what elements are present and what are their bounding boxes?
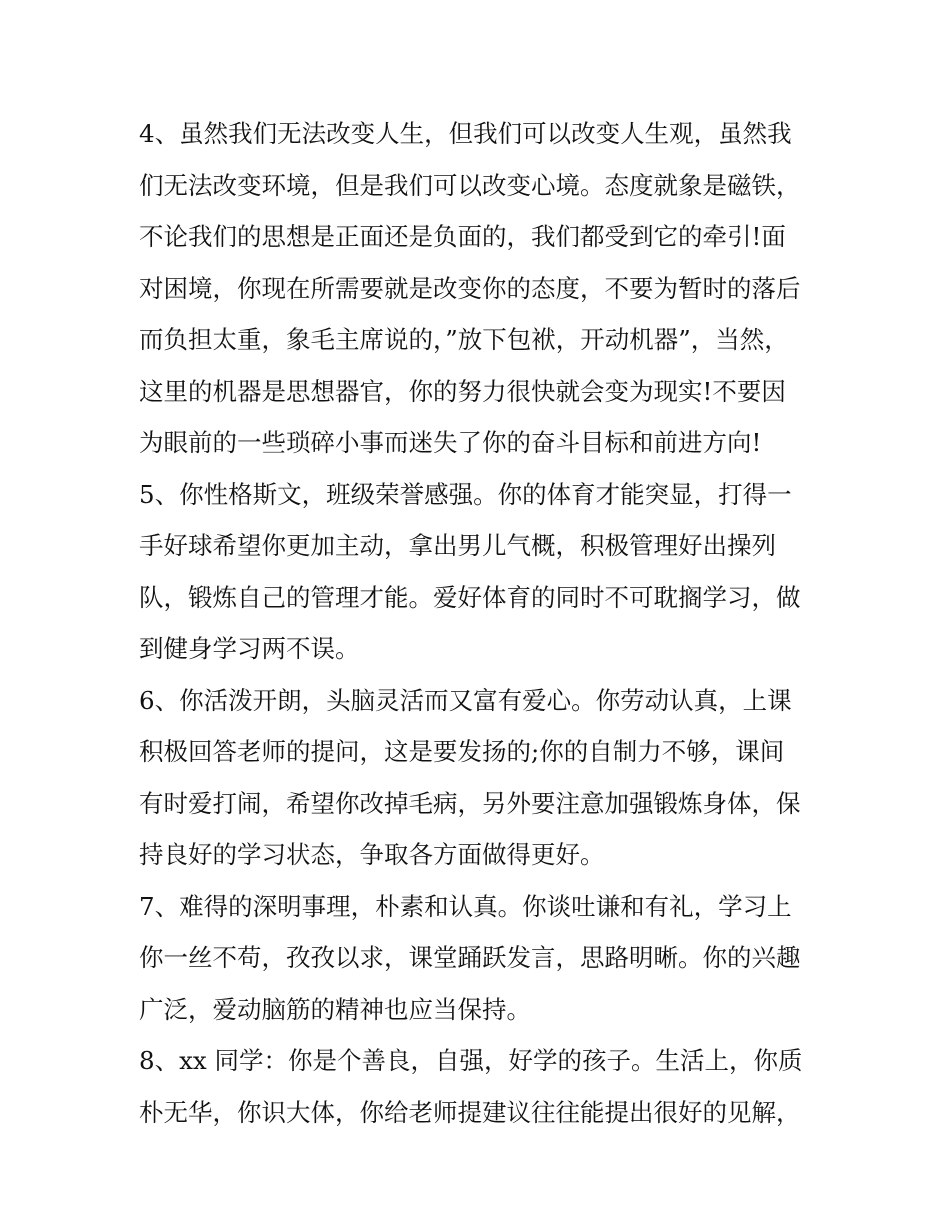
text-line: 有时爱打闹，希望你改掉毛病，另外要注意加强锻炼身体，保 bbox=[139, 788, 801, 818]
text-line: 积极回答老师的提问，这是要发扬的;你的自制力不够，课间 bbox=[139, 737, 785, 766]
text-line: 8、xx 同学：你是个善良，自强，好学的孩子。生活上，你质 bbox=[139, 1046, 803, 1075]
text-line: 们无法改变环境，但是我们可以改变心境。态度就象是磁铁， bbox=[139, 170, 801, 200]
text-line: 为眼前的一些琐碎小事而迷失了你的奋斗目标和前进方向! bbox=[139, 428, 762, 457]
text-line: 7、难得的深明事理，朴素和认真。你谈吐谦和有礼，学习上 bbox=[139, 891, 792, 921]
text-line: 4、虽然我们无法改变人生，但我们可以改变人生观，虽然我 bbox=[139, 119, 792, 148]
text-line: 5、你性格斯文，班级荣誉感强。你的体育才能突显，打得一 bbox=[139, 479, 792, 509]
text-line: 到健身学习两不误。 bbox=[139, 634, 360, 663]
text-line: 朴无华，你识大体，你给老师提建议往往能提出很好的见解， bbox=[139, 1097, 801, 1127]
text-line: 队，锻炼自己的管理才能。爱好体育的同时不可耽搁学习，做 bbox=[139, 582, 801, 612]
text-line: 不论我们的思想是正面还是负面的，我们都受到它的牵引!面 bbox=[139, 222, 786, 251]
text-line: 你一丝不苟，孜孜以求，课堂踊跃发言，思路明晰。你的兴趣 bbox=[139, 943, 801, 972]
text-line: 持良好的学习状态，争取各方面做得更好。 bbox=[139, 840, 605, 869]
text-line: 广泛，爱动脑筋的精神也应当保持。 bbox=[139, 994, 531, 1024]
text-line: 手好球希望你更加主动，拿出男儿气概，积极管理好出操列 bbox=[139, 531, 776, 560]
text-line: 对困境，你现在所需要就是改变你的态度，不要为暂时的落后 bbox=[139, 273, 801, 303]
document-body bbox=[139, 108, 819, 1138]
text-line: 而负担太重，象毛主席说的，”放下包袱，开动机器”，当然， bbox=[139, 325, 789, 354]
text-line: 6、你活泼开朗，头脑灵活而又富有爱心。你劳动认真，上课 bbox=[139, 685, 792, 715]
text-line: 这里的机器是思想器官，你的努力很快就会变为现实!不要因 bbox=[139, 376, 786, 406]
